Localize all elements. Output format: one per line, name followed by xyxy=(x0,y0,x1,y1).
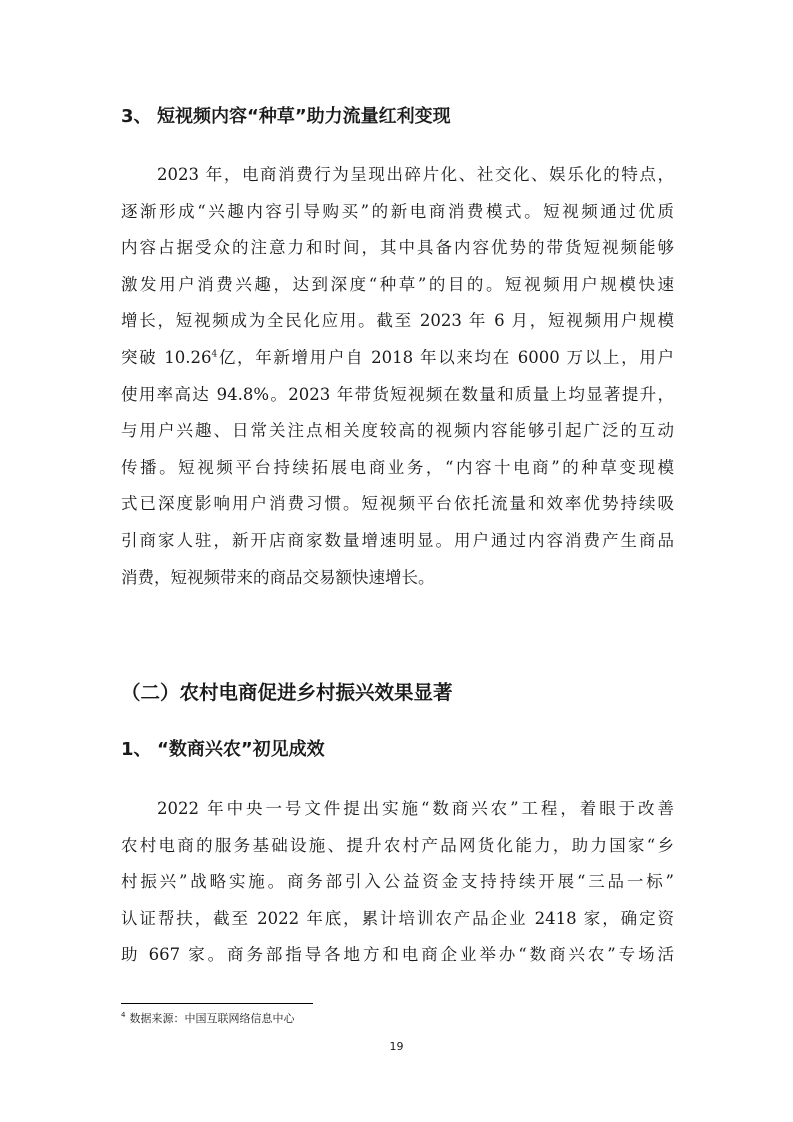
paragraph-line: 传播。短视频平台持续拓展电商业务，“内容十电商”的种草变现模 xyxy=(121,457,674,477)
paragraph-line: 引商家人驻，新开店商家数量增速明显。用户通过内容消费产生商品 xyxy=(121,530,674,550)
footnote-text: 数据来源：中国互联网络信息中心 xyxy=(129,1012,295,1025)
paragraph-line-with-footnote xyxy=(121,340,674,377)
text-segment: 突破 10.26 xyxy=(121,347,212,367)
paragraph-digital-agriculture xyxy=(121,791,674,974)
section-heading-rural-ecommerce: （二）农村电商促进乡村振兴效果显著 xyxy=(121,681,453,704)
paragraph-line: 消费，短视频带来的商品交易额快速增长。 xyxy=(121,567,435,587)
section-heading-short-video xyxy=(121,101,681,133)
paragraph-line: 式已深度影响用户消费习惯。短视频平台依托流量和效率优势持续吸 xyxy=(121,494,674,514)
section-number: 3、 xyxy=(121,106,152,127)
section-heading-digital-agriculture xyxy=(121,734,681,766)
section-number: 1、 xyxy=(121,739,152,760)
paragraph-line: 激发用户消费兴趣，达到深度“种草”的目的。短视频用户规模快速 xyxy=(121,274,674,294)
paragraph-short-video xyxy=(121,157,674,596)
paragraph-line: 增长，短视频成为全民化应用。截至 2023 年 6 月，短视频用户规模 xyxy=(121,311,674,331)
paragraph-line: 助 667 家。商务部指导各地方和电商企业举办“数商兴农”专场活 xyxy=(121,945,674,965)
section-title: “数商兴农”初见成效 xyxy=(157,739,325,760)
footnote-marker: 4 xyxy=(121,1011,126,1020)
paragraph-line: 村振兴”战略实施。商务部引入公益资金支持持续开展“三品一标” xyxy=(121,872,674,892)
footnote-reference[interactable]: 4 xyxy=(211,349,218,360)
paragraph-line: 2023 年，电商消费行为呈现出碎片化、社交化、娱乐化的特点， xyxy=(157,165,674,184)
paragraph-line: 农村电商的服务基础设施、提升农村产品网货化能力，助力国家“乡 xyxy=(121,835,674,855)
paragraph-line: 2022 年中央一号文件提出实施“数商兴农”工程，着眼于改善 xyxy=(157,799,674,818)
paragraph-line: 内容占据受众的注意力和时间，其中具备内容优势的带货短视频能够 xyxy=(121,238,674,258)
paragraph-line: 使用率高达 94.8%。2023 年带货短视频在数量和质量上均显著提升， xyxy=(121,384,674,404)
paragraph-line: 与用户兴趣、日常关注点相关度较高的视频内容能够引起广泛的互动 xyxy=(121,421,674,441)
text-segment: 亿，年新增用户自 2018 年以来均在 6000 万以上，用户 xyxy=(217,347,674,367)
footnote xyxy=(121,1011,294,1027)
paragraph-line: 逐渐形成“兴趣内容引导购买”的新电商消费模式。短视频通过优质 xyxy=(121,201,674,221)
section-title: 短视频内容“种草”助力流量红利变现 xyxy=(157,106,451,127)
page-number: 19 xyxy=(389,1040,404,1053)
paragraph-line: 认证帮扶，截至 2022 年底，累计培训农产品企业 2418 家，确定资 xyxy=(121,908,674,928)
footnote-divider xyxy=(121,1003,313,1004)
